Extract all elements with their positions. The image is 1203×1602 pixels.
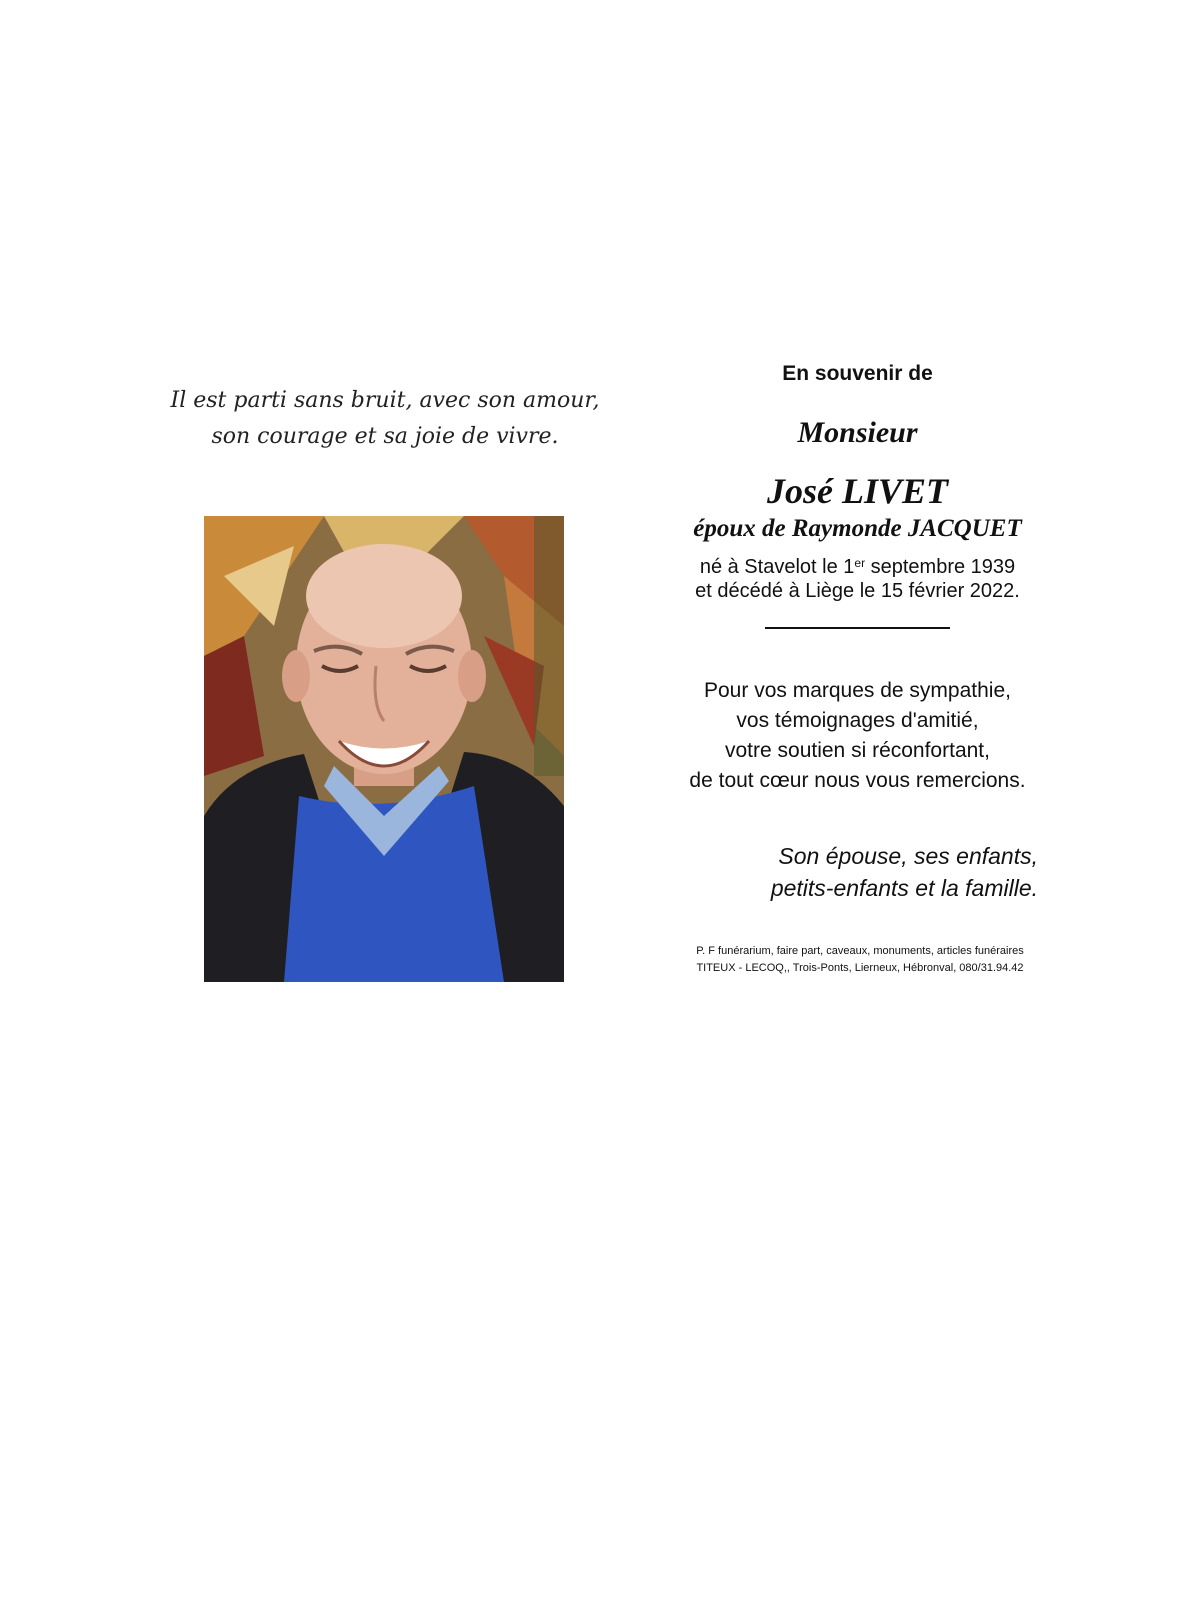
funeral-home-footer (650, 943, 1070, 977)
family-line-2: petits-enfants et la famille. (770, 875, 1038, 901)
footer-line-1: P. F funérarium, faire part, caveaux, monuments, articles funéraires (696, 945, 1024, 957)
portrait-photo (204, 516, 564, 982)
thanks-line: Pour vos marques de sympathie, (704, 679, 1011, 702)
deceased-name: José LIVET (766, 471, 948, 511)
birth-prefix: né à Stavelot le 1 (699, 556, 855, 578)
thanks-paragraph (670, 676, 1045, 796)
family-line-1: Son épouse, ses enfants, (778, 843, 1038, 869)
family-signature (680, 840, 1038, 904)
thanks-line: votre soutien si réconfortant, (725, 739, 990, 762)
portrait-illustration (204, 516, 564, 982)
divider-rule (765, 627, 950, 629)
footer-line-2: TITEUX - LECOQ,, Trois-Ponts, Lierneux, Hébronval, 080/31.94.42 (696, 962, 1024, 974)
memorial-quote (150, 383, 620, 455)
birth-ordinal: er (854, 556, 866, 570)
birth-death-dates (670, 556, 1045, 602)
thanks-line: vos témoignages d'amitié, (736, 709, 979, 732)
birth-suffix: septembre 1939 (865, 556, 1016, 578)
heading-en-souvenir: En souvenir de (782, 362, 933, 385)
death-line: et décédé à Liège le 15 février 2022. (695, 580, 1020, 602)
thanks-line: de tout cœur nous vous remercions. (689, 769, 1026, 792)
quote-line-1: Il est parti sans bruit, avec son amour, (170, 388, 600, 413)
honorific: Monsieur (797, 416, 918, 449)
spouse-line: époux de Raymonde JACQUET (693, 515, 1022, 542)
quote-line-2: son courage et sa joie de vivre. (211, 424, 559, 449)
birth-line (670, 556, 1045, 580)
